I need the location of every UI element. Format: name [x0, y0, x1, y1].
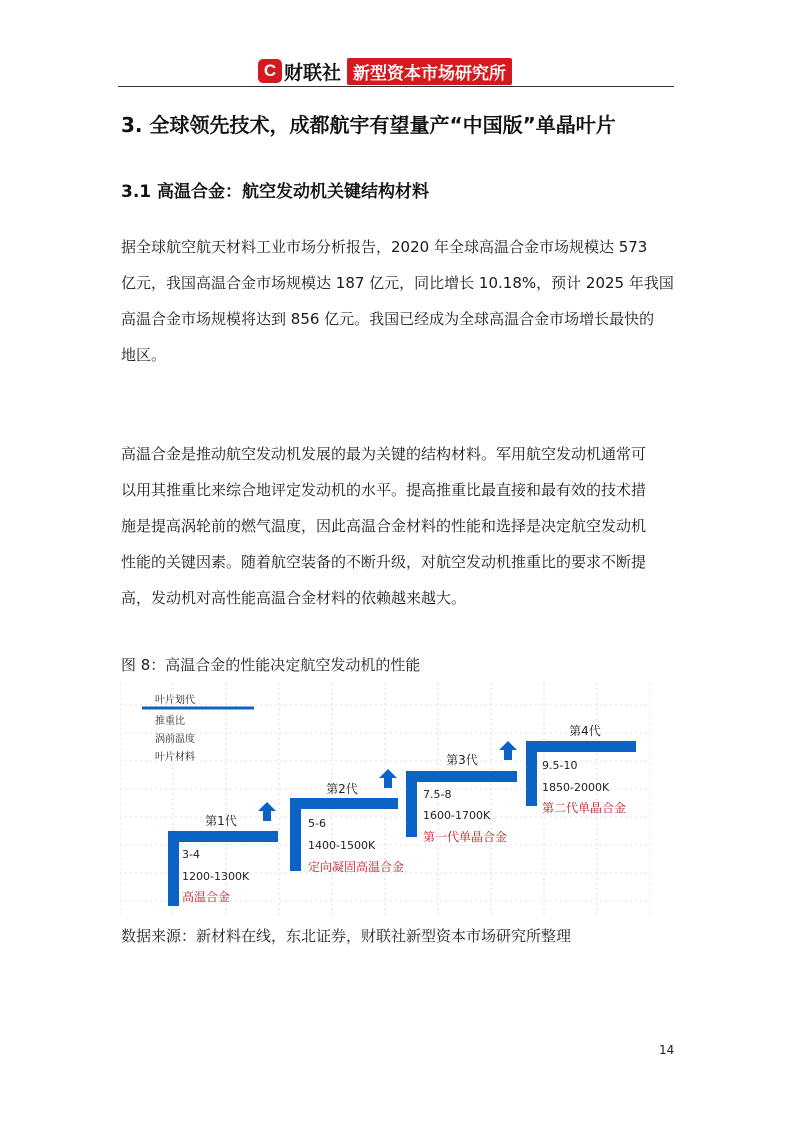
generation-2: [290, 769, 404, 874]
paragraph-line: 高，发动机对高性能高温合金材料的依赖越来越大。: [121, 589, 467, 607]
page-header: [118, 50, 674, 87]
generation-label: 第1代: [205, 814, 237, 828]
paragraph-line: 性能的关键因素。随着航空装备的不断升级，对航空发动机推重比的要求不断提: [121, 553, 647, 571]
thrust-weight-ratio: 5-6: [308, 817, 326, 830]
legend: [142, 693, 254, 763]
paragraph-1: [121, 229, 676, 373]
section-title: 3. 全球领先技术，成都航宇有望量产“中国版”单晶叶片: [121, 113, 616, 137]
generation-label: 第4代: [569, 724, 601, 738]
logo-c-icon: C: [258, 59, 282, 83]
up-arrow-icon: [258, 802, 276, 821]
paragraph-line: 施是提高涡轮前的燃气温度，因此高温合金材料的性能和选择是决定航空发动机: [121, 517, 647, 535]
blade-material: 高温合金: [182, 890, 231, 904]
paragraph-2: [121, 436, 676, 616]
generation-label: 第2代: [326, 782, 358, 796]
generation-1: [168, 802, 278, 906]
data-source: 数据来源：新材料在线，东北证券，财联社新型资本市场研究所整理: [121, 927, 572, 945]
brand-logo: [258, 58, 512, 84]
generation-3: [406, 741, 517, 844]
inlet-temperature: 1850-2000K: [542, 781, 610, 794]
generation-diagram: [120, 683, 650, 919]
generation-4: [526, 724, 636, 815]
paragraph-line: 地区。: [121, 346, 167, 364]
inlet-temperature: 1600-1700K: [423, 809, 491, 822]
blade-material: 定向凝固高温合金: [308, 860, 405, 874]
figure-caption: 图 8：高温合金的性能决定航空发动机的性能: [121, 656, 421, 674]
up-arrow-icon: [499, 741, 517, 760]
subsection-title: 3.1 高温合金：航空发动机关键结构材料: [121, 182, 430, 202]
paragraph-line: 亿元，我国高温合金市场规模达 187 亿元，同比增长 10.18%，预计 2025 年我国: [121, 274, 674, 292]
up-arrow-icon: [379, 769, 397, 788]
inlet-temperature: 1200-1300K: [182, 870, 250, 883]
logo-name: 财联社: [284, 61, 342, 84]
legend-item: 涡前温度: [155, 734, 195, 745]
blade-material: 第二代单晶合金: [542, 801, 627, 815]
paragraph-line: 高温合金市场规模将达到 856 亿元。我国已经成为全球高温合金市场增长最快的: [121, 310, 655, 328]
logo-tag: 新型资本市场研究所: [347, 58, 512, 85]
legend-item: 叶片划代: [155, 695, 195, 706]
legend-item: 叶片材料: [155, 752, 195, 763]
legend-item: 推重比: [155, 716, 185, 727]
paragraph-line: 高温合金是推动航空发动机发展的最为关键的结构材料。军用航空发动机通常可: [121, 445, 647, 463]
step-bracket: [406, 771, 517, 837]
paragraph-line: 以用其推重比来综合地评定发动机的水平。提高推重比最直接和最有效的技术措: [121, 481, 647, 499]
thrust-weight-ratio: 3-4: [182, 848, 200, 861]
step-bracket: [526, 741, 636, 806]
generation-diagram-svg: [120, 683, 650, 915]
page-number: 14: [659, 1043, 675, 1057]
thrust-weight-ratio: 9.5-10: [542, 759, 578, 772]
blade-material: 第一代单晶合金: [423, 830, 508, 844]
generation-label: 第3代: [446, 753, 478, 767]
paragraph-line: 据全球航空航天材料工业市场分析报告，2020 年全球高温合金市场规模达 573: [121, 238, 648, 256]
thrust-weight-ratio: 7.5-8: [423, 788, 452, 801]
inlet-temperature: 1400-1500K: [308, 839, 376, 852]
